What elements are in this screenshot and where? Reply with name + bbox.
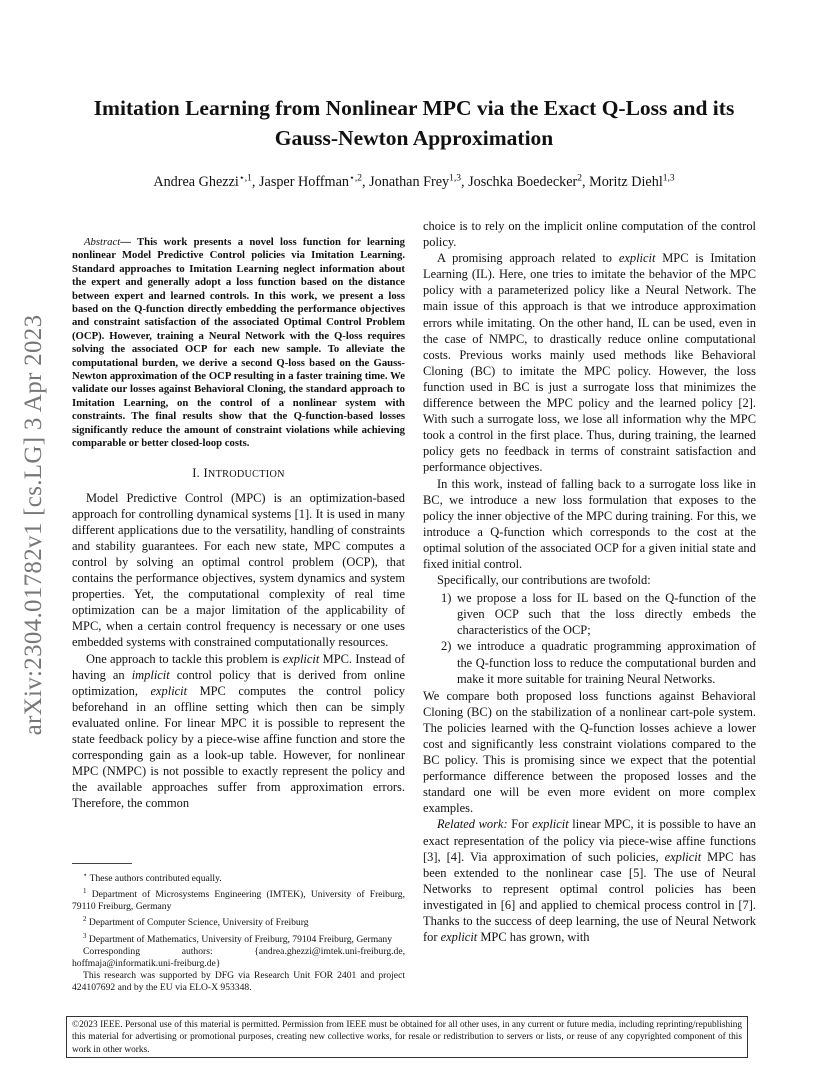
right-paragraph-0: choice is to rely on the implicit online computation of the control policy. [423,219,756,250]
emphasis: explicit [618,251,656,266]
abstract-text: — This work presents a novel loss function for learning nonlinear Model Predictive Control policies via Imitation Learning. Standard approaches to Imitation Learning neglect information about the expert and generally adopt a loss function based on the distance between expert and learned controls. In this work, we present a loss based on the Q-function directly embedding the performance objectives and constraint satisfaction of the associated Optimal Control Problem (OCP). However, training a Neural Network with the Q-loss requires solving the associated OCP for each new sample. To alleviate the computational burden, we derive a second Q-loss based on the Gauss-Newton approximation of the OCP resulting in a faster training time. We validate our losses against Behavioral Cloning, the standard approach to Imitation Learning, on the control of a nonlinear system with constraints. The final results show that the Q-function-based losses significantly reduce the amount of constraint violations while achieving comparable or better closed-loop costs. [72,236,405,450]
right-column [423,218,756,945]
author-affiliation-mark: ⋆,1 [238,173,252,184]
emphasis: explicit [282,651,320,666]
footnote-3 [72,930,405,946]
intro-paragraph-1: Model Predictive Control (MPC) is an optimization-based approach for controlling dynamical systems [1]. It is used in many different applications due to the versatility, handling of constraints and stability guarantees. For each new state, MPC computes a control by solving an optimal control problem (OCP), that contains the performance objectives, system dynamics and system properties. Yet, the computational complexity of real time optimization can be a major limitation of the applicability of MPC, when a certain control frequency is necessary or one uses embedded systems with constrained computationally resources. [72,490,405,650]
related-work-paragraph [423,816,756,945]
emphasis: explicit [150,683,188,698]
list-item-text: we introduce a quadratic programming approximation of the Q-function loss to reduce the computational burden and make it more suitable for training Neural Networks. [457,639,756,686]
section-heading-introduction [72,465,405,483]
footnote-divider [72,863,132,864]
author-list: Andrea Ghezzi$^{⋆,1}$, Jasper Hoffman$^{⋆,2}$, Jonathan Frey$^{1,3}$, Joschka Boedecker$^2$, Moritz Diehl$^{1,3}$ [153,173,675,190]
list-item [423,590,756,638]
related-work-heading: Related work: [437,817,508,832]
abstract [72,236,405,451]
text-run: linear MPC, it is possible to have an exact representation of the policy via piece-wise affine functions [3], [4]. Via approximation of such policies, [423,817,756,864]
author-affiliation-mark: 1,3 [662,173,675,184]
author-name: Jonathan Frey [369,174,450,190]
footnote-corresponding-authors: Corresponding authors: {andrea.ghezzi@imtek.uni-freiburg.de, hoffmaja@informatik.uni-freiburg.de} [72,945,405,969]
footnote-text: Department of Microsystems Engineering (IMTEK), University of Freiburg, 79110 Freiburg, Germany [72,889,405,913]
text-run: For [507,817,533,832]
author-name: Joschka Boedecker [468,174,578,190]
footnote-text: Department of Mathematics, University of Freiburg, 79104 Freiburg, Germany [88,933,393,945]
footnote-equal-contribution [72,869,405,885]
list-item [423,638,756,686]
footnote-text: These authors contributed equally. [89,873,222,885]
author-name: Andrea Ghezzi [153,174,239,190]
copyright-notice: ©2023 IEEE. Personal use of this material is permitted. Permission from IEEE must be obtained for all other uses, in any current or future media, including reprinting/republishing this material for advertising or promotional purposes, creating new collective works, for resale or redistribution to servers or lists, or reuse of any copyrighted component of this work in other works. [66,1016,748,1058]
text-run: A promising approach related to [437,251,619,266]
text-run: MPC is Imitation Learning (IL). Here, one tries to imitate the behavior of the MPC policy with a parameterized policy like a Neural Network. The main issue of this approach is that we introduce approximation errors while imitating. On the other hand, IL can be used, even in the case of NMPC, to drastically reduce online computational costs. Previous works mainly used methods like Behavioral Cloning (BC) to imitate the MPC policy. However, the loss function used in BC is just a surrogate loss that minimizes the difference between the MPC policy and the learned policy [2]. With such a surrogate loss, we lose all information why the MPC took a control in the first place. Thus, during training, the learned policy gets no feedback in terms of constraint satisfaction and performance objectives. [423,251,756,475]
emphasis: explicit [532,817,569,832]
right-paragraph-3: Specifically, our contributions are twofold: [437,573,651,588]
text-run: MPC. Instead of having an [72,651,405,682]
arxiv-identifier: arXiv:2304.01782v1 [cs.LG] 3 Apr 2023 [20,314,47,736]
footnote-1 [72,885,405,913]
list-number: 2) [441,639,452,654]
text-run: MPC has grown, with [477,930,590,945]
footnote-text: Department of Computer Science, University of Freiburg [88,917,309,929]
intro-paragraph-2 [72,651,405,812]
left-column [72,218,405,811]
author-affiliation-mark: 2 [577,173,582,184]
footnote-2 [72,913,405,929]
author-affiliation-mark: ⋆,2 [348,173,363,184]
author-affiliation-mark: 1,3 [449,173,462,184]
emphasis: explicit [440,930,478,945]
abstract-lead: Abstract [84,236,121,248]
emphasis: explicit [664,849,702,864]
footnote-mark: 2 [83,915,87,924]
footnote-funding: This research was supported by DFG via Research Unit FOR 2401 and project 424107692 and by the EU via ELO-X 953348. [72,969,405,993]
text-run: MPC computes the control policy beforehand in an offline setting which then can be simply evaluated online. For linear MPC it is possible to represent the state feedback policy by a piece-wise affine function and store the corresponding gain as a look-up table. However, for nonlinear MPC (NMPC) is not possible to exactly represent the policy and the available approaches suffer from approximation errors. Therefore, the common [72,683,406,811]
text-run: control policy that is derived from online optimization, [72,667,405,698]
author-name: Jasper Hoffman [259,174,349,190]
list-item-text: we propose a loss for IL based on the Q-function of the given OCP such that the loss directly embeds the characteristics of the OCP; [457,591,756,638]
arxiv-side-stamp [8,290,60,760]
footnotes [72,869,405,994]
right-paragraph-1 [423,250,756,475]
right-paragraph-4: We compare both proposed loss functions against Behavioral Cloning (BC) on the stabilization of a nonlinear cart-pole system. The policies learned with the Q-function losses achieve a lower cost and significantly less constraint violations compared to the BC policy. This is promising since we expect that the potential performance difference between the proposed losses and the standard one will be even more evident on more complex examples. [423,688,756,816]
author-name: Moritz Diehl [589,174,663,190]
section-numeral: I. [192,465,201,480]
list-number: 1) [441,591,452,606]
paper-title: Imitation Learning from Nonlinear MPC via the Exact Q-Loss and its Gauss-Newton Approximation [93,96,735,150]
text-run: MPC has been extended to the nonlinear case [5]. The use of Neural Networks to represent optimal control policies has been investigated in [6] and applied to chemical process control in [7]. Thanks to the success of deep learning, the use of Neural Network for [423,849,757,945]
section-title-initial: I [203,465,208,480]
right-paragraph-2: In this work, instead of falling back to a surrogate loss like in BC, we introduce a new loss formulation that exposes to the policy the inner objective of the MPC during training. For this, we introduce a Q-function which corresponds to the cost at the optimal solution of the associated OCP for a given initial state and fixed initial control. [423,476,756,571]
footnote-mark: 3 [83,931,87,940]
footnote-mark: ⋆ [83,871,88,879]
section-title-rest: NTRODUCTION [207,468,285,480]
contributions-list [423,590,756,687]
emphasis: implicit [131,667,170,682]
text-run: One approach to tackle this problem is [86,651,283,666]
footnote-mark: 1 [83,887,87,896]
